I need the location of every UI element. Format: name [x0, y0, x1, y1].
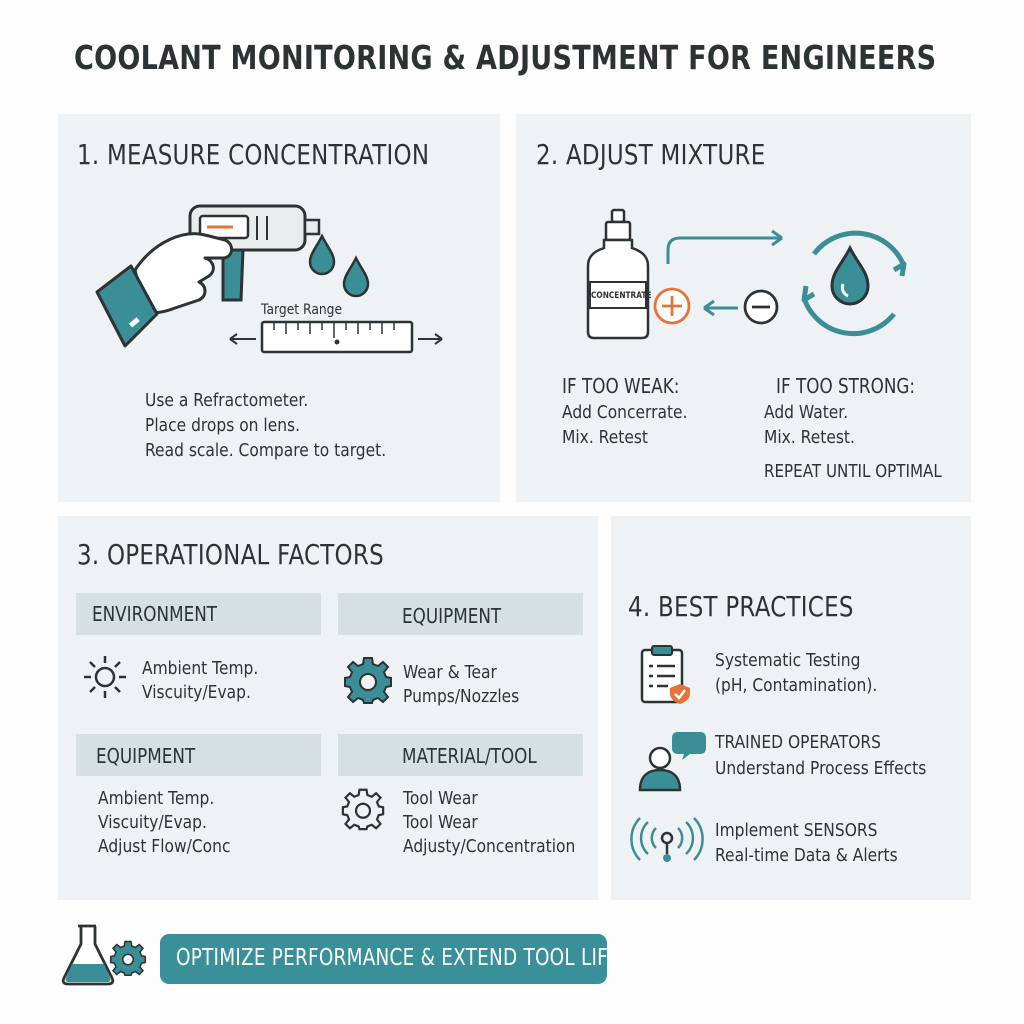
strong-title: IF TOO STRONG:	[776, 374, 916, 398]
practice-2-line-2: Understand Process Effects	[715, 758, 927, 779]
practice-1-line-2: (pH, Contamination).	[715, 675, 878, 696]
clipboard-check-icon	[638, 644, 694, 706]
weak-line-2: Mix. Retest	[562, 427, 648, 448]
gear-icon	[344, 656, 392, 704]
env-line-1: Ambient Temp.	[142, 658, 259, 679]
measure-step-2: Place drops on lens.	[145, 415, 301, 436]
footer-gear-icon	[110, 940, 146, 976]
repeat-note: REPEAT UNTIL OPTIMAL	[764, 461, 942, 482]
target-range-label: Target Range	[261, 302, 343, 318]
sun-icon	[82, 654, 128, 700]
practice-1-line-1: Systematic Testing	[715, 650, 861, 671]
factor-label-environment: ENVIRONMENT	[92, 602, 218, 626]
measure-step-1: Use a Refractometer.	[145, 390, 309, 411]
factor-label-equipment-2: EQUIPMENT	[96, 744, 196, 768]
summary-banner-text: OPTIMIZE PERFORMANCE & EXTEND TOOL LIFE	[176, 945, 620, 971]
bottle-label: CONCENTRATE	[591, 291, 652, 301]
factor-label-material: MATERIAL/TOOL	[402, 744, 537, 768]
equip2-line-3: Adjust Flow/Conc	[98, 836, 231, 857]
equip-line-2: Pumps/Nozzles	[403, 686, 520, 707]
cycle-drop-icon	[786, 214, 922, 350]
page-title: COOLANT MONITORING & ADJUSTMENT FOR ENGINEERS	[74, 38, 937, 77]
practice-3-line-2: Real-time Data & Alerts	[715, 845, 898, 866]
flask-icon	[60, 922, 116, 986]
water-drop-icon	[306, 232, 376, 304]
material-line-1: Tool Wear	[403, 788, 478, 809]
practice-2-line-1: TRAINED OPERATORS	[715, 732, 881, 753]
equip-line-1: Wear & Tear	[403, 662, 497, 683]
summary-banner	[160, 934, 620, 984]
env-line-2: Viscuity/Evap.	[142, 682, 251, 703]
operator-chat-icon	[638, 728, 710, 794]
material-line-2: Tool Wear	[403, 812, 478, 833]
measure-step-3: Read scale. Compare to target.	[145, 440, 387, 461]
flow-arrows	[660, 226, 790, 326]
material-line-3: Adjusty/Concentration	[403, 836, 576, 857]
measure-heading: 1. MEASURE CONCENTRATION	[77, 138, 430, 171]
strong-line-1: Add Water.	[764, 402, 849, 423]
equip2-line-1: Ambient Temp.	[98, 788, 215, 809]
equip2-line-2: Viscuity/Evap.	[98, 812, 207, 833]
practice-3-line-1: Implement SENSORS	[715, 820, 878, 841]
sensor-signal-icon	[636, 818, 698, 866]
strong-line-2: Mix. Retest.	[764, 427, 855, 448]
practices-heading: 4. BEST PRACTICES	[628, 590, 854, 623]
adjust-heading: 2. ADJUST MIXTURE	[536, 138, 766, 171]
concentrate-bottle-icon	[586, 208, 650, 340]
factor-label-equipment: EQUIPMENT	[402, 604, 502, 628]
factors-heading: 3. OPERATIONAL FACTORS	[77, 538, 384, 571]
weak-line-1: Add Concerrate.	[562, 402, 688, 423]
ruler-scale-icon	[228, 318, 444, 354]
gear-outline-icon	[342, 788, 384, 830]
weak-title: IF TOO WEAK:	[562, 374, 680, 398]
